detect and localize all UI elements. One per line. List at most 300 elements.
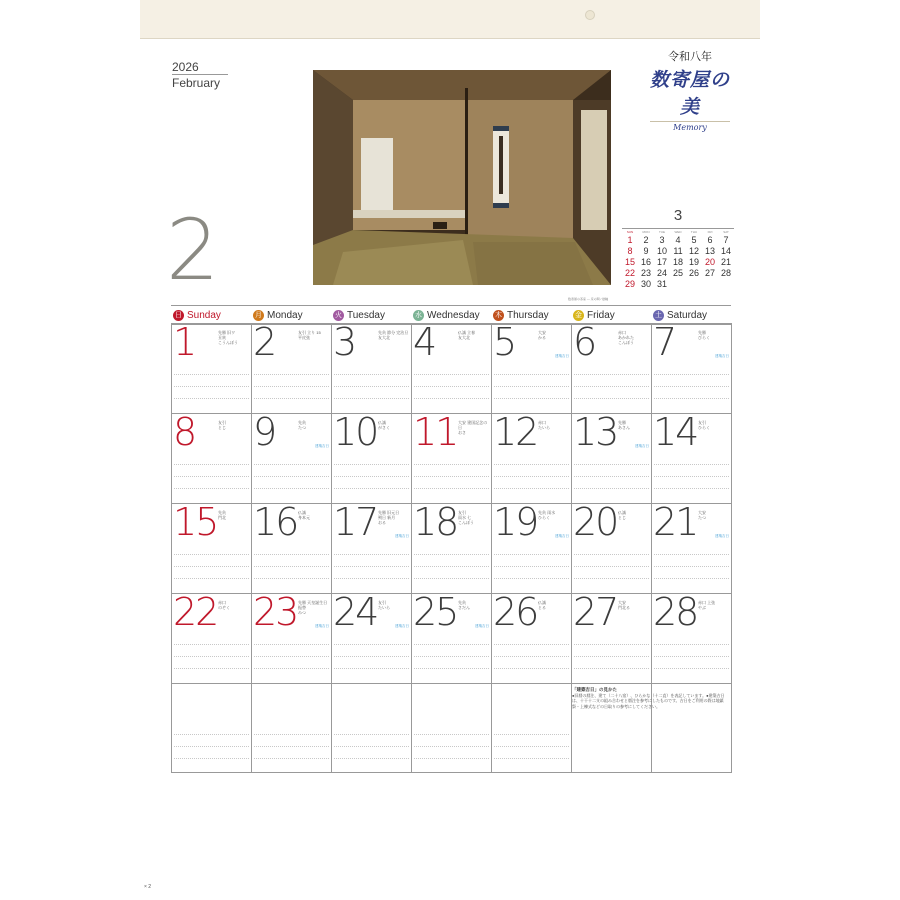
day-almanac-line: とじ [618, 515, 626, 520]
day-almanac-note [298, 420, 330, 430]
mini-day [670, 279, 686, 290]
day-number: 23 [253, 593, 298, 634]
day-almanac-line: こんぼう [458, 520, 474, 525]
writing-line [254, 656, 329, 657]
writing-line [174, 386, 249, 387]
day-number: 13 [573, 413, 618, 454]
writing-line [414, 488, 489, 489]
day-number: 7 [653, 323, 676, 364]
weekday-header-monday [251, 306, 331, 324]
day-number: 18 [413, 503, 458, 544]
writing-line [654, 476, 729, 477]
writing-line [174, 758, 249, 759]
weekday-label: Monday [267, 309, 303, 321]
day-almanac-line: びらく [698, 335, 710, 340]
day-number: 6 [573, 323, 596, 364]
brand-subtitle: Memory [650, 121, 730, 132]
writing-line [334, 578, 409, 579]
day-cell[interactable] [412, 323, 492, 413]
writing-line [494, 554, 569, 555]
calendar-header-strip [140, 0, 760, 39]
writing-line [414, 386, 489, 387]
mini-day: 24 [656, 268, 667, 278]
day-number: 10 [333, 413, 378, 454]
day-almanac-note [378, 330, 410, 340]
writing-line [654, 374, 729, 375]
day-almanac-line: 友大北 [378, 335, 390, 340]
mini-weekday-head: WED [674, 230, 682, 234]
day-almanac-note [538, 510, 570, 520]
day-number: 2 [253, 323, 276, 364]
writing-line [414, 566, 489, 567]
tearoom-photo-illustration [313, 70, 611, 285]
day-almanac-line: 先勝 [618, 420, 626, 425]
day-almanac-line: たいら [378, 605, 390, 610]
day-almanac-line: 仏滅 [618, 510, 626, 515]
writing-line [494, 374, 569, 375]
mini-weekday-head: SAT [723, 230, 729, 234]
hang-hole [585, 10, 595, 20]
building-day-tag: 建築吉日 [715, 354, 729, 358]
day-almanac-note [218, 510, 250, 520]
day-cell[interactable] [412, 593, 492, 683]
weekday-kanji-badge: 土 [655, 310, 662, 319]
mini-day: 19 [688, 257, 699, 267]
writing-line [334, 668, 409, 669]
guide-text: ●旧暦の暦注、建て（二十八宿）、ひらかな（十二直）を表記しています。●建築吉日は、十干十二支の組み合わせと暦注を参考にしたものです。吉日をご利用の際は地鎮祭・上棟式などの日取りの参考にしてください。 [572, 692, 725, 709]
mini-day: 4 [675, 235, 681, 245]
day-number: 15 [173, 503, 218, 544]
writing-line [174, 488, 249, 489]
day-cell[interactable] [572, 593, 652, 683]
writing-line [254, 758, 329, 759]
day-cell[interactable] [332, 503, 412, 593]
day-almanac-line: とる [538, 605, 546, 610]
writing-line [254, 566, 329, 567]
guide-title: 「建築吉日」の見かた [572, 687, 617, 692]
day-almanac-note [618, 510, 650, 520]
empty-cell [332, 683, 412, 773]
weekday-label: Saturday [667, 309, 708, 321]
writing-line [174, 398, 249, 399]
day-cell[interactable] [332, 323, 412, 413]
day-almanac-note [618, 330, 650, 345]
day-almanac-line: 先勝 旧元日 [378, 510, 400, 515]
building-day-tag: 建築吉日 [635, 444, 649, 448]
day-cell[interactable] [252, 323, 332, 413]
day-number: 11 [413, 413, 458, 454]
mini-calendar-month: 3 [673, 207, 683, 224]
mini-weekday-head: FRI [707, 230, 713, 234]
day-almanac-line: ひらく [698, 425, 710, 430]
weekday-label: Thursday [507, 309, 549, 321]
mini-day: 21 [720, 257, 731, 267]
writing-line [494, 566, 569, 567]
day-almanac-note [378, 420, 410, 430]
day-almanac-line: 友引 [378, 600, 386, 605]
day-almanac-note [218, 420, 250, 430]
day-almanac-line: 門北 [218, 515, 226, 520]
day-almanac-note [698, 330, 730, 340]
day-almanac-line: 先負 [458, 600, 466, 605]
weekday-header-saturday [651, 306, 731, 324]
next-month-mini-calendar [622, 208, 734, 290]
mini-day: 9 [643, 246, 649, 256]
mini-day [702, 279, 718, 290]
day-almanac-note [538, 330, 570, 340]
day-almanac-line: 先負 [298, 420, 306, 425]
day-cell[interactable] [652, 593, 732, 683]
writing-line [254, 476, 329, 477]
brand-title: 数寄屋の美 [650, 69, 731, 118]
day-almanac-line: 仏滅 [538, 600, 546, 605]
day-almanac-line: 友引 [698, 420, 706, 425]
mini-day: 30 [640, 279, 651, 289]
mini-day: 22 [624, 268, 635, 278]
writing-line [654, 668, 729, 669]
day-almanac-line: 友引 立り 15 [298, 330, 321, 335]
writing-line [254, 374, 329, 375]
mini-day: 14 [720, 246, 731, 256]
building-day-tag: 建築吉日 [395, 534, 409, 538]
day-number: 8 [173, 413, 196, 454]
writing-line [254, 464, 329, 465]
writing-line [334, 554, 409, 555]
day-almanac-line: 友大北 [458, 335, 470, 340]
day-almanac-line: 赤口 [538, 420, 546, 425]
day-number: 9 [253, 413, 276, 454]
day-almanac-line: 身本元 [298, 515, 310, 520]
day-almanac-line: 朔日 新月 [378, 515, 396, 520]
building-day-tag: 建築吉日 [715, 534, 729, 538]
day-almanac-note [698, 420, 730, 430]
writing-line [494, 734, 569, 735]
day-almanac-line: やぶ [698, 605, 706, 610]
day-almanac-line: 赤口 [218, 600, 226, 605]
day-almanac-note [378, 600, 410, 610]
day-almanac-note [298, 510, 330, 520]
day-cell[interactable] [252, 503, 332, 593]
day-number: 5 [493, 323, 516, 364]
weekday-header-row [171, 305, 731, 325]
day-cell[interactable] [172, 503, 252, 593]
day-cell[interactable] [492, 323, 572, 413]
writing-line [654, 386, 729, 387]
mini-day: 25 [672, 268, 683, 278]
writing-line [414, 656, 489, 657]
empty-cell [252, 683, 332, 773]
day-cell[interactable] [652, 503, 732, 593]
brand-logo [650, 48, 730, 132]
writing-line [574, 566, 649, 567]
writing-line [574, 488, 649, 489]
day-cell[interactable] [652, 413, 732, 503]
day-number: 21 [653, 503, 698, 544]
writing-line [334, 758, 409, 759]
day-number: 24 [333, 593, 378, 634]
writing-line [414, 554, 489, 555]
day-number: 22 [173, 593, 218, 634]
day-almanac-line: 先勝 天皇誕生日 [298, 600, 328, 605]
day-cell[interactable] [492, 593, 572, 683]
writing-line [174, 656, 249, 657]
day-almanac-line: おさ [458, 430, 466, 435]
writing-line [414, 464, 489, 465]
writing-line [574, 668, 649, 669]
year-label: 2026 [172, 60, 199, 74]
day-almanac-line: 雨水 七 [458, 515, 472, 520]
writing-line [334, 734, 409, 735]
writing-line [254, 386, 329, 387]
writing-line [654, 656, 729, 657]
day-almanac-line: 仏滅 [298, 510, 306, 515]
day-almanac-line: 大安 [538, 330, 546, 335]
mini-day: 3 [659, 235, 665, 245]
day-almanac-line: たいら [538, 425, 550, 430]
day-cell[interactable] [412, 503, 492, 593]
day-number: 20 [573, 503, 618, 544]
building-day-tag: 建築吉日 [475, 624, 489, 628]
day-almanac-line: 仏滅 [378, 420, 386, 425]
mini-day: 28 [720, 268, 731, 278]
day-number: 16 [253, 503, 298, 544]
mini-day: 1 [627, 235, 633, 245]
writing-line [334, 488, 409, 489]
writing-line [174, 746, 249, 747]
mini-calendar-grid [622, 235, 734, 290]
building-guide-box [569, 686, 729, 758]
day-almanac-line: さだん [458, 605, 470, 610]
day-cell[interactable] [172, 593, 252, 683]
day-almanac-line: 大安 [698, 510, 706, 515]
weekday-kanji-badge: 火 [335, 310, 342, 319]
day-cell[interactable] [492, 413, 572, 503]
empty-cell [412, 683, 492, 773]
day-almanac-note [458, 420, 490, 435]
day-cell[interactable] [572, 323, 652, 413]
day-almanac-line: おる [378, 520, 386, 525]
mini-day: 27 [704, 268, 715, 278]
day-almanac-line: ひらく [538, 515, 550, 520]
day-cell[interactable] [492, 503, 572, 593]
mini-day: 18 [672, 257, 683, 267]
writing-line [254, 668, 329, 669]
weekday-header-wednesday [411, 306, 491, 324]
mini-day: 2 [643, 235, 649, 245]
day-almanac-line: 振替 [298, 605, 306, 610]
mini-day: 29 [624, 279, 635, 289]
writing-line [174, 554, 249, 555]
day-almanac-note [218, 600, 250, 610]
day-number: 14 [653, 413, 698, 454]
day-almanac-line: 仏滅 立春 [458, 330, 476, 335]
day-almanac-line: あさん [618, 425, 630, 430]
day-almanac-line: 平皮弦 [298, 335, 310, 340]
day-cell[interactable] [412, 413, 492, 503]
day-almanac-line: あかれた [618, 335, 634, 340]
writing-line [494, 398, 569, 399]
mini-day: 6 [707, 235, 713, 245]
day-almanac-note [218, 330, 250, 345]
day-almanac-line: たつ [698, 515, 706, 520]
writing-line [574, 656, 649, 657]
day-almanac-note [458, 330, 490, 340]
building-day-tag: 建築吉日 [395, 624, 409, 628]
weekday-header-tuesday [331, 306, 411, 324]
writing-line [574, 476, 649, 477]
writing-line [414, 644, 489, 645]
writing-line [334, 374, 409, 375]
mini-day: 8 [627, 246, 633, 256]
writing-line [494, 668, 569, 669]
day-almanac-line: 先負 節分 完治旦 [378, 330, 409, 335]
month-name: February [172, 76, 221, 90]
writing-line [174, 734, 249, 735]
day-cell[interactable] [252, 413, 332, 503]
day-almanac-note [298, 600, 330, 615]
writing-line [654, 488, 729, 489]
day-almanac-line: 丑寅 [218, 335, 226, 340]
day-almanac-line: のぞく [218, 605, 230, 610]
day-almanac-note [698, 510, 730, 520]
writing-line [494, 644, 569, 645]
writing-line [494, 578, 569, 579]
day-number: 17 [333, 503, 378, 544]
mini-day: 5 [691, 235, 697, 245]
writing-line [494, 386, 569, 387]
writing-line [654, 578, 729, 579]
writing-line [494, 488, 569, 489]
writing-line [174, 578, 249, 579]
writing-line [574, 398, 649, 399]
day-almanac-note [458, 510, 490, 525]
day-almanac-note [538, 600, 570, 610]
writing-line [254, 578, 329, 579]
writing-line [414, 476, 489, 477]
writing-line [174, 374, 249, 375]
day-almanac-line: 赤口 上弦 [698, 600, 716, 605]
writing-line [414, 758, 489, 759]
big-month-number: 2 [166, 201, 220, 299]
weekday-label: Friday [587, 309, 615, 321]
writing-line [414, 746, 489, 747]
writing-line [174, 476, 249, 477]
weekday-kanji-badge: 日 [175, 310, 182, 319]
writing-line [254, 746, 329, 747]
building-day-tag: 建築吉日 [315, 624, 329, 628]
writing-line [494, 656, 569, 657]
writing-line [494, 758, 569, 759]
mini-day: 16 [640, 257, 651, 267]
building-day-tag: 建築吉日 [555, 534, 569, 538]
day-almanac-line: たつ [298, 425, 306, 430]
day-almanac-note [618, 420, 650, 430]
day-almanac-note [378, 510, 410, 525]
year-divider [172, 74, 228, 75]
writing-line [254, 644, 329, 645]
mini-weekday-head: TUE [659, 230, 665, 234]
day-cell[interactable] [652, 323, 732, 413]
writing-line [174, 464, 249, 465]
writing-line [574, 386, 649, 387]
day-cell[interactable] [572, 413, 652, 503]
weekday-kanji-badge: 月 [255, 310, 262, 319]
day-almanac-line: とじ [218, 425, 226, 430]
writing-line [574, 374, 649, 375]
writing-line [494, 746, 569, 747]
building-day-tag: 建築吉日 [555, 354, 569, 358]
day-almanac-line: 大安 [618, 600, 626, 605]
writing-line [254, 734, 329, 735]
empty-cell [492, 683, 572, 773]
writing-line [574, 578, 649, 579]
writing-line [334, 656, 409, 657]
day-cell[interactable] [172, 413, 252, 503]
writing-line [174, 644, 249, 645]
writing-line [654, 566, 729, 567]
brand-era: 令和八年 [668, 50, 712, 63]
day-almanac-note [618, 600, 650, 610]
day-cell[interactable] [252, 593, 332, 683]
mini-weekday-head: MON [642, 230, 650, 234]
weekday-header-friday [571, 306, 651, 324]
day-almanac-line: こうんぼう [218, 340, 238, 345]
day-number: 26 [493, 593, 538, 634]
tearoom-photo [313, 70, 611, 285]
writing-line [334, 476, 409, 477]
day-almanac-line: かる [538, 335, 546, 340]
day-almanac-line: 先負 雨水 [538, 510, 556, 515]
day-cell[interactable] [572, 503, 652, 593]
writing-line [414, 398, 489, 399]
day-almanac-note [698, 600, 730, 610]
weekday-kanji-badge: 金 [575, 310, 582, 319]
day-almanac-line: がさく [378, 425, 390, 430]
writing-line [334, 566, 409, 567]
mini-day [718, 279, 734, 290]
day-number: 4 [413, 323, 436, 364]
mini-day: 17 [656, 257, 667, 267]
day-cell[interactable] [332, 593, 412, 683]
writing-line [254, 554, 329, 555]
weekday-kanji-badge: 木 [495, 310, 502, 319]
empty-cell [172, 683, 252, 773]
writing-line [574, 464, 649, 465]
writing-line [414, 374, 489, 375]
mini-day: 12 [688, 246, 699, 256]
day-almanac-note [298, 330, 330, 340]
weekday-label: Wednesday [427, 309, 480, 321]
day-almanac-line: 先勝 [698, 330, 706, 335]
day-cell[interactable] [332, 413, 412, 503]
writing-line [414, 578, 489, 579]
writing-line [654, 464, 729, 465]
writing-line [254, 398, 329, 399]
day-almanac-line: 門北る [618, 605, 630, 610]
day-almanac-line: 友引 [458, 510, 466, 515]
building-day-tag: 建築吉日 [315, 444, 329, 448]
writing-line [334, 464, 409, 465]
mini-weekday-head: THU [690, 230, 698, 234]
day-cell[interactable] [172, 323, 252, 413]
day-almanac-line: 大安 建国記念の日 [458, 420, 488, 430]
day-almanac-line: みつ [298, 610, 306, 615]
day-almanac-line: 先勝 旧ワ [218, 330, 236, 335]
writing-line [414, 734, 489, 735]
weekday-label: Sunday [187, 309, 221, 321]
page-number: × 2 [144, 884, 152, 890]
day-almanac-line: 友引 [218, 420, 226, 425]
